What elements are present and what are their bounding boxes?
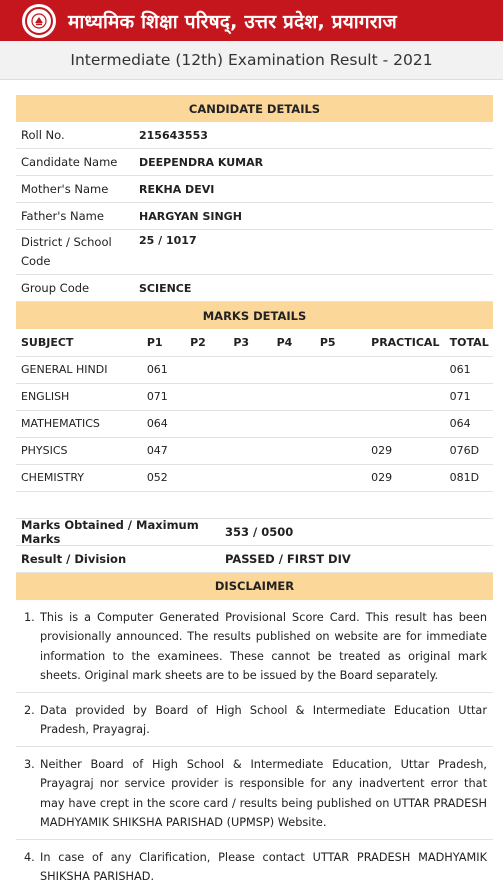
col-header-p5: P5 (320, 329, 363, 356)
p3-cell (233, 410, 276, 437)
table-spacer-row (16, 491, 493, 518)
list-item (16, 747, 493, 840)
p4-cell (277, 410, 320, 437)
total-cell: 076D (450, 437, 493, 464)
p3-cell (233, 383, 276, 410)
disclaimer-list (16, 600, 493, 893)
p2-cell (190, 410, 233, 437)
total-cell: 064 (450, 410, 493, 437)
p1-cell: 064 (147, 410, 190, 437)
candidate-details-header: CANDIDATE DETAILS (16, 95, 493, 122)
result-division-label: Result / Division (21, 551, 127, 566)
total-cell: 061 (450, 356, 493, 383)
list-item-text: In case of any Clarification, Please contact UTTAR PRADESH MADHYAMIK SHIKSHA PARISHAD. (40, 850, 487, 883)
subject-cell: MATHEMATICS (16, 410, 147, 437)
list-item (16, 693, 493, 747)
detail-value: 215643553 (139, 128, 208, 142)
detail-value: DEEPENDRA KUMAR (139, 155, 264, 169)
detail-label: Roll No. (21, 127, 65, 142)
table-row (16, 410, 493, 437)
marks-table (16, 329, 493, 519)
list-item-text: This is a Computer Generated Provisional Score Card. This result has been provisionally announced. The results published on website are for immediate information to the examinees. These cannot be treated as original mark sheets. Original mark sheets are to be issued by the Board separately. (40, 610, 487, 682)
practical-cell: 029 (363, 464, 450, 491)
subject-cell: ENGLISH (16, 383, 147, 410)
table-row (16, 437, 493, 464)
detail-row-roll-no (16, 122, 493, 149)
p1-cell: 047 (147, 437, 190, 464)
list-item-number: 3. (24, 757, 35, 771)
p4-cell (277, 356, 320, 383)
col-header-practical: PRACTICAL (363, 329, 450, 356)
detail-label: Candidate Name (21, 154, 118, 169)
practical-cell (363, 383, 450, 410)
detail-row-father-name (16, 203, 493, 230)
result-card (16, 95, 493, 893)
p2-cell (190, 464, 233, 491)
result-division-row (16, 546, 493, 573)
page-title-bar (0, 41, 503, 80)
detail-row-candidate-name (16, 149, 493, 176)
detail-label: Group Code (21, 280, 90, 295)
detail-label: Father's Name (21, 208, 104, 223)
table-row (16, 356, 493, 383)
p2-cell (190, 383, 233, 410)
p2-cell (190, 356, 233, 383)
detail-label: District / School Code (21, 235, 112, 268)
list-item-number: 1. (24, 610, 35, 624)
p1-cell: 071 (147, 383, 190, 410)
practical-cell: 029 (363, 437, 450, 464)
col-header-p2: P2 (190, 329, 233, 356)
marks-obtained-row (16, 519, 493, 546)
table-row (16, 464, 493, 491)
p3-cell (233, 437, 276, 464)
detail-value: 25 / 1017 (139, 234, 197, 247)
spacer-cell (16, 491, 493, 518)
col-header-subject: SUBJECT (16, 329, 147, 356)
p5-cell (320, 410, 363, 437)
marks-obtained-label: Marks Obtained / Maximum Marks (21, 517, 199, 546)
subject-cell: PHYSICS (16, 437, 147, 464)
p4-cell (277, 464, 320, 491)
p4-cell (277, 383, 320, 410)
detail-label: Mother's Name (21, 181, 109, 196)
detail-value: HARGYAN SINGH (139, 209, 242, 223)
p5-cell (320, 437, 363, 464)
total-cell: 081D (450, 464, 493, 491)
p3-cell (233, 464, 276, 491)
list-item-number: 2. (24, 703, 35, 717)
list-item-text: Neither Board of High School & Intermediate Education, Uttar Pradesh, Prayagraj nor service provider is responsible for any inadvertent error that may have crept in the score card / results being published on UTTAR PRADESH MADHYAMIK SHIKSHA PARISHAD (UPMSP) Website. (40, 757, 487, 829)
list-item (16, 840, 493, 893)
list-item-text: Data provided by Board of High School & Intermediate Education Uttar Pradesh, Prayagraj. (40, 703, 487, 736)
detail-row-mother-name (16, 176, 493, 203)
table-row (16, 383, 493, 410)
col-header-total: TOTAL (450, 329, 493, 356)
marks-obtained-value: 353 / 0500 (225, 524, 294, 539)
result-division-value: PASSED / FIRST DIV (225, 551, 351, 566)
detail-value: REKHA DEVI (139, 182, 215, 196)
list-item (16, 600, 493, 693)
board-name: माध्यमिक शिक्षा परिषद्, उत्तर प्रदेश, प्रयागराज (68, 10, 397, 33)
subject-cell: GENERAL HINDI (16, 356, 147, 383)
detail-row-district-school-code (16, 230, 493, 275)
total-cell: 071 (450, 383, 493, 410)
p5-cell (320, 356, 363, 383)
col-header-p3: P3 (233, 329, 276, 356)
detail-value: SCIENCE (139, 281, 192, 295)
p5-cell (320, 464, 363, 491)
board-header (0, 0, 503, 41)
page-title: Intermediate (12th) Examination Result - 2021 (70, 51, 433, 69)
practical-cell (363, 410, 450, 437)
p1-cell: 061 (147, 356, 190, 383)
p3-cell (233, 356, 276, 383)
p1-cell: 052 (147, 464, 190, 491)
marks-header-row (16, 329, 493, 356)
board-emblem-icon (22, 4, 56, 38)
marks-details-header: MARKS DETAILS (16, 302, 493, 329)
detail-row-group-code (16, 275, 493, 302)
list-item-number: 4. (24, 850, 35, 864)
p5-cell (320, 383, 363, 410)
col-header-p1: P1 (147, 329, 190, 356)
subject-cell: CHEMISTRY (16, 464, 147, 491)
col-header-p4: P4 (277, 329, 320, 356)
p2-cell (190, 437, 233, 464)
disclaimer-header: DISCLAIMER (16, 573, 493, 600)
p4-cell (277, 437, 320, 464)
practical-cell (363, 356, 450, 383)
